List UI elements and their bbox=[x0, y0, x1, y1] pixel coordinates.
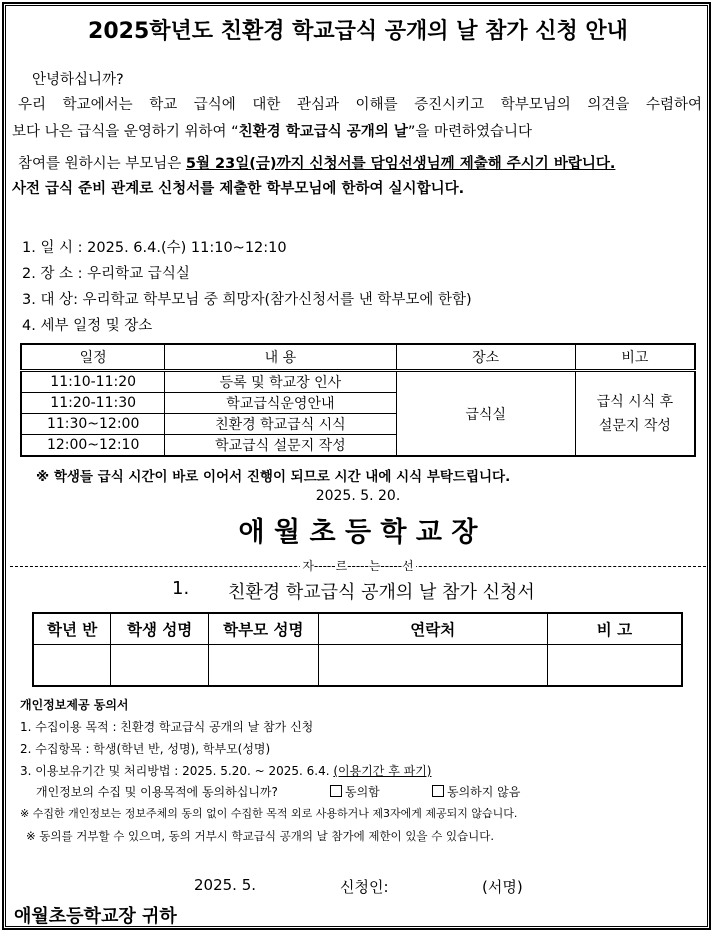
disagree-option[interactable] bbox=[432, 783, 520, 800]
applicant-label: 신청인: bbox=[340, 878, 389, 896]
form-cell-parent[interactable] bbox=[208, 645, 318, 687]
form-cell-class[interactable] bbox=[33, 645, 111, 687]
privacy-note-1: ※ 수집한 개인정보는 정보주체의 동의 없이 수집한 목적 외로 사용하거나 제3자에게 제공되지 않습니다. bbox=[20, 807, 518, 820]
schedule-header-place: 장소 bbox=[396, 344, 575, 371]
privacy-note-2: ※ 동의를 거부할 수 있으며, 동의 거부시 학교급식 공개의 날 참가에 제한이 있을 수 있습니다. bbox=[26, 829, 495, 843]
schedule-time: 12:00~12:10 bbox=[21, 435, 165, 457]
schedule-time: 11:10-11:20 bbox=[21, 371, 165, 393]
form-cell-note[interactable] bbox=[547, 645, 682, 687]
intro-line-1: 우리 학교에서는 학교 급식에 대한 관심과 이해를 증진시키고 학부모님의 의견을 수렴하여 bbox=[18, 97, 702, 113]
privacy-line-3-a: 3. 이용보유기간 및 처리방법 : 2025. 5.20. ~ 2025. 6.4. bbox=[20, 764, 334, 778]
request-deadline: 5월 23일(금)까지 신청서를 담임선생님께 제출해 주시기 바랍니다. bbox=[185, 156, 616, 172]
form-header-class: 학년 반 bbox=[33, 613, 111, 645]
cut-line-text: 자-----르-----는-----선 bbox=[302, 559, 414, 573]
cut-line-label bbox=[0, 557, 716, 574]
privacy-heading: 개인정보제공 동의서 bbox=[20, 698, 129, 712]
signature-label: (서명) bbox=[482, 878, 523, 896]
consent-question: 개인정보의 수집 및 이용목적에 동의하십니까? bbox=[36, 785, 278, 799]
privacy-line-2: 2. 수집항목 : 학생(학년 반, 성명), 학부모(성명) bbox=[20, 742, 271, 756]
disagree-label: 동의하지 않음 bbox=[447, 785, 521, 799]
form-cell-contact[interactable] bbox=[318, 645, 547, 687]
schedule-content: 등록 및 학교장 인사 bbox=[165, 371, 396, 393]
form-cell-student[interactable] bbox=[111, 645, 209, 687]
item-place: 2. 장 소 : 우리학교 급식실 bbox=[22, 266, 190, 282]
item-schedule: 4. 세부 일정 및 장소 bbox=[22, 318, 153, 334]
event-name: 친환경 학교급식 공개의 날 bbox=[238, 124, 408, 140]
schedule-note-1: 급식 시식 후 bbox=[596, 393, 674, 410]
schedule-content: 학교급식 설문지 작성 bbox=[165, 435, 396, 457]
schedule-table bbox=[20, 343, 696, 457]
greeting: 안녕하십니까? bbox=[32, 72, 124, 88]
form-number: 1. bbox=[172, 578, 190, 599]
sign-date: 2025. 5. bbox=[194, 876, 257, 894]
request-line bbox=[18, 152, 615, 173]
notice-date: 2025. 5. 20. bbox=[315, 488, 401, 504]
item-datetime: 1. 일 시 : 2025. 6.4.(수) 11:10~12:10 bbox=[22, 240, 287, 256]
schedule-time: 11:30~12:00 bbox=[21, 414, 165, 435]
schedule-header-note: 비고 bbox=[575, 344, 695, 371]
form-header-student: 학생 성명 bbox=[111, 613, 209, 645]
schedule-time: 11:20-11:30 bbox=[21, 393, 165, 414]
agree-checkbox[interactable] bbox=[330, 785, 342, 797]
intro-line-2 bbox=[12, 120, 532, 141]
schedule-header-content: 내 용 bbox=[165, 344, 396, 371]
form-title: 친환경 학교급식 공개의 날 참가 신청서 bbox=[228, 582, 535, 603]
schedule-content: 친환경 학교급식 시식 bbox=[165, 414, 396, 435]
agree-label: 동의함 bbox=[345, 785, 380, 799]
schedule-place: 급식실 bbox=[396, 371, 575, 457]
form-header-contact: 연락처 bbox=[318, 613, 547, 645]
page-title: 2025학년도 친환경 학교급식 공개의 날 참가 신청 안내 bbox=[88, 19, 628, 44]
schedule-note bbox=[575, 371, 695, 457]
principal-name: 애 월 초 등 학 교 장 bbox=[238, 517, 478, 548]
intro-line-2-a: 보다 나은 급식을 운영하기 위하여 “ bbox=[12, 124, 239, 140]
schedule-row bbox=[21, 371, 695, 393]
notice: ※ 학생들 급식 시간이 바로 이어서 진행이 되므로 시간 내에 시식 부탁드립니다. bbox=[36, 469, 511, 485]
form-header-note: 비 고 bbox=[547, 613, 682, 645]
schedule-header-time: 일정 bbox=[21, 344, 165, 371]
disagree-checkbox[interactable] bbox=[432, 785, 444, 797]
request-a: 참여를 원하시는 부모님은 bbox=[18, 156, 186, 172]
privacy-line-3 bbox=[20, 762, 431, 779]
privacy-line-3-b: (이용기간 후 파기) bbox=[333, 764, 432, 778]
intro-line-2-c: ”을 마련하였습니다 bbox=[407, 124, 533, 140]
schedule-note-2: 설문지 작성 bbox=[598, 417, 671, 434]
application-table bbox=[32, 612, 683, 687]
request-line-2: 사전 급식 준비 관계로 신청서를 제출한 학부모님에 한하여 실시합니다. bbox=[12, 181, 465, 197]
schedule-content: 학교급식운영안내 bbox=[165, 393, 396, 414]
form-header-parent: 학부모 성명 bbox=[208, 613, 318, 645]
privacy-line-1: 1. 수집이용 목적 : 친환경 학교급식 공개의 날 참가 신청 bbox=[20, 720, 314, 734]
item-target: 3. 대 상: 우리학교 학부모님 중 희망자(참가신청서를 낸 학부모에 한함) bbox=[22, 292, 472, 308]
addressee: 애월초등학교장 귀하 bbox=[14, 906, 177, 927]
agree-option[interactable] bbox=[330, 783, 380, 800]
